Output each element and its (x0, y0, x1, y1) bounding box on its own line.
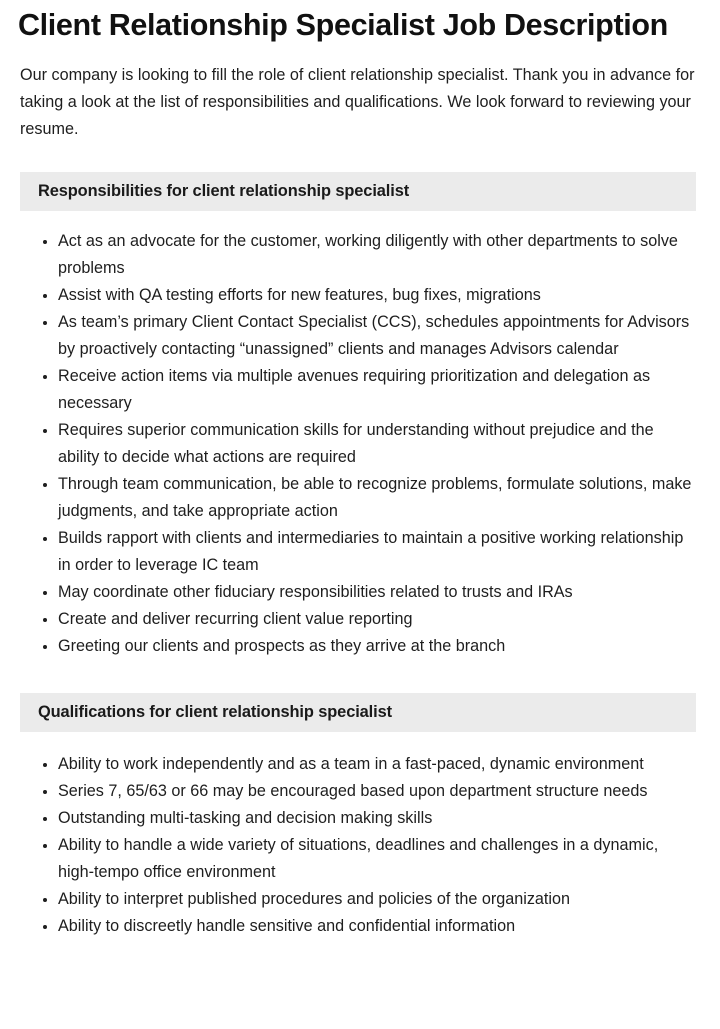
list-item: May coordinate other fiduciary responsibilities related to trusts and IRAs (0, 579, 720, 606)
section-header-qualifications (20, 693, 696, 732)
list-item: Ability to handle a wide variety of situations, deadlines and challenges in a dynamic, high-tempo office environment (0, 832, 720, 886)
list-item: Assist with QA testing efforts for new features, bug fixes, migrations (0, 282, 720, 309)
list-item: Ability to interpret published procedures and policies of the organization (0, 886, 720, 913)
list-item: Through team communication, be able to recognize problems, formulate solutions, make judgments, and take appropriate action (0, 471, 720, 525)
list-item: Series 7, 65/63 or 66 may be encouraged based upon department structure needs (0, 778, 720, 805)
responsibilities-list (0, 211, 720, 660)
list-item: Requires superior communication skills for understanding without prejudice and the ability to decide what actions are required (0, 417, 720, 471)
list-item: As team’s primary Client Contact Specialist (CCS), schedules appointments for Advisors by proactively contacting “unassigned” clients and manages Advisors calendar (0, 309, 720, 363)
list-item: Ability to work independently and as a team in a fast-paced, dynamic environment (0, 751, 720, 778)
intro-paragraph: Our company is looking to fill the role of client relationship specialist. Thank you in advance for taking a look at the list of responsibilities and qualifications. We look forward to reviewing your resume. (20, 66, 695, 138)
section-header-responsibilities (20, 172, 696, 211)
list-item: Create and deliver recurring client value reporting (0, 606, 720, 633)
page-title: Client Relationship Specialist Job Description (18, 8, 668, 42)
list-item: Builds rapport with clients and intermediaries to maintain a positive working relationship in order to leverage IC team (0, 525, 720, 579)
list-item: Greeting our clients and prospects as they arrive at the branch (0, 633, 720, 660)
list-item: Outstanding multi-tasking and decision making skills (0, 805, 720, 832)
list-item: Act as an advocate for the customer, working diligently with other departments to solve problems (0, 228, 720, 282)
section-heading-label: Qualifications for client relationship specialist (38, 703, 392, 722)
list-item: Ability to discreetly handle sensitive and confidential information (0, 913, 720, 940)
section-heading-label: Responsibilities for client relationship specialist (38, 182, 410, 201)
list-item: Receive action items via multiple avenues requiring prioritization and delegation as necessary (0, 363, 720, 417)
qualifications-list (0, 732, 720, 940)
